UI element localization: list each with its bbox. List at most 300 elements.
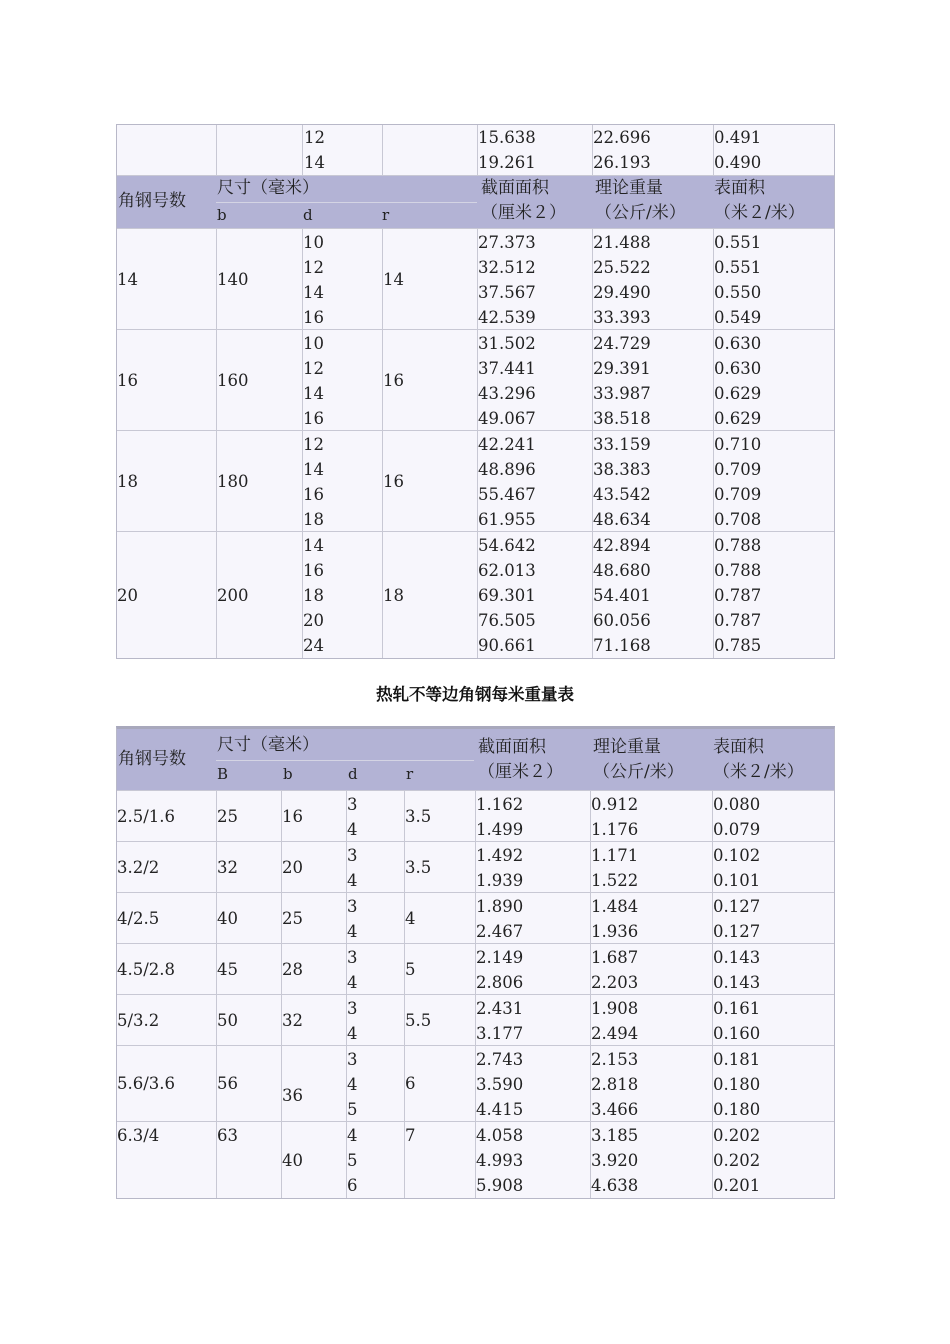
area-value: 5.908 [476,1176,524,1195]
r-cell [404,893,475,943]
area-header: 截面面积 [478,737,546,757]
d-value: 12 [303,359,324,378]
weight-cell [590,995,712,1045]
table-row [117,842,834,893]
area-value: 2.467 [476,922,524,941]
no-cell [117,893,216,943]
size-subheader-divider [216,760,474,761]
surface-value: 0.202 [713,1151,761,1170]
B-value: 63 [217,1126,238,1145]
b-value: 28 [282,959,303,979]
no-value: 5.6/3.6 [117,1074,176,1093]
d-cell [346,1122,404,1198]
weight-value: 2.153 [591,1050,639,1069]
no-value: 3.2/2 [117,857,160,877]
b-cell [281,1046,346,1121]
weight-unit: （公斤/米） [595,203,686,223]
no-cell [117,431,216,531]
b-value: 160 [217,370,249,390]
B-cell [216,842,281,892]
weight-value: 21.488 [593,233,651,252]
weight-value: 24.729 [593,334,651,353]
surface-value: 0.102 [713,846,761,865]
d-cell [346,944,404,994]
d-value: 6 [347,1176,358,1195]
r-value: 5 [405,959,416,979]
no-value: 18 [117,471,138,491]
d-value: 16 [303,561,324,580]
area-cell [477,532,592,658]
B-value: 56 [217,1074,238,1093]
r-cell [404,1122,475,1198]
no-value: 14 [117,269,138,289]
area-unit: （厘米２） [481,203,566,223]
weight-cell [590,1046,712,1121]
surface-value: 0.161 [713,999,761,1018]
d-value: 4 [347,1024,358,1043]
no-cell [117,1046,216,1121]
b-cell [281,791,346,841]
table-row [117,431,834,532]
weight-value: 43.542 [593,485,651,504]
weight-value: 0.912 [591,795,639,814]
area-value: 48.896 [478,460,536,479]
surface-value: 0.549 [714,308,762,327]
d-value: 3 [347,948,358,967]
table-row [117,330,834,431]
surface-value: 0.788 [714,536,762,555]
surface-value: 0.181 [713,1050,761,1069]
d-value: 4 [347,1126,358,1145]
no-cell [117,842,216,892]
d-value: 5 [347,1151,358,1170]
weight-value: 1.484 [591,897,639,916]
weight-header: 理论重量 [595,178,663,198]
weight-cell [592,431,713,531]
equal-angle-table [116,124,835,659]
area-cell [475,1122,590,1198]
area-value: 42.539 [478,308,536,327]
surface-cell [713,532,834,658]
weight-value: 33.987 [593,384,651,403]
weight-header: 理论重量 [593,737,661,757]
surface-value: 0.127 [713,922,761,941]
area-value: 1.890 [476,897,524,916]
area-value: 42.241 [478,435,536,454]
weight-value: 1.936 [591,922,639,941]
d-value: 14 [303,460,324,479]
weight-value: 1.908 [591,999,639,1018]
weight-value: 2.494 [591,1024,639,1043]
area-cell [475,944,590,994]
r-value: 16 [383,471,404,491]
d-value: 10 [303,233,324,252]
weight-value: 48.634 [593,510,651,529]
no-value: 5/3.2 [117,1010,160,1030]
d-value: 4 [347,1075,358,1094]
area-value: 54.642 [478,536,536,555]
table-header [117,176,834,229]
no-cell [117,330,216,430]
col-no-header: 角钢号数 [118,749,186,769]
r-header: r [382,206,390,224]
no-cell [117,1122,216,1198]
r-value: 6 [405,1074,416,1093]
area-value: 31.502 [478,334,536,353]
d-value: 4 [347,973,358,992]
area-value: 69.301 [478,586,536,605]
section-title: 热轧不等边角钢每米重量表 [376,685,574,704]
area-cell [477,330,592,430]
b-value: 20 [282,857,303,877]
weight-value: 4.638 [591,1176,639,1195]
area-value: 55.467 [478,485,536,504]
weight-value: 2.203 [591,973,639,992]
B-cell [216,995,281,1045]
surface-cell [712,1046,834,1121]
r-value: 4 [405,908,416,928]
surface-cell [712,893,834,943]
surface-value: 0.143 [713,948,761,967]
b-value: 36 [282,1086,303,1105]
surface-value: 0.787 [714,586,762,605]
b-value: 140 [217,269,249,289]
weight-value: 3.185 [591,1126,639,1145]
surface-value: 0.127 [713,897,761,916]
weight-value: 60.056 [593,611,651,630]
surface-value: 0.101 [713,871,761,890]
B-header: B [217,765,229,783]
d-cell [346,791,404,841]
d-value: 4 [347,871,358,890]
surface-header: 表面积 [713,737,764,757]
weight-value: 1.687 [591,948,639,967]
weight-value: 71.168 [593,636,651,655]
area-value: 27.373 [478,233,536,252]
d-value: 14 [303,536,324,555]
d-cell [302,431,382,531]
d-value: 14 [303,384,324,403]
surface-cell [713,431,834,531]
d-value: 3 [347,999,358,1018]
weight-value: 48.680 [593,561,651,580]
r-cell [382,229,477,329]
no-cell [117,229,216,329]
area-value: 62.013 [478,561,536,580]
d-cell [302,330,382,430]
d-header: d [303,206,313,224]
area-header: 截面面积 [481,178,549,198]
table-row [117,791,834,842]
d-value: 24 [303,636,324,655]
area-value: 1.939 [476,871,524,890]
table-row [117,893,834,944]
b-cell [216,229,302,329]
d-value: 4 [347,820,358,839]
surface-value: 0.709 [714,485,762,504]
weight-cell [592,125,713,175]
d-cell [302,229,382,329]
B-cell [216,893,281,943]
b-cell [216,532,302,658]
area-value: 1.162 [476,795,524,814]
surface-cell [712,1122,834,1198]
col-no-header: 角钢号数 [118,191,186,211]
area-cell [475,1046,590,1121]
d-value: 20 [303,611,324,630]
d-value: 12 [303,258,324,277]
table-header [117,729,834,791]
d-value: 3 [347,897,358,916]
d-cell [346,995,404,1045]
area-value: 3.177 [476,1024,524,1043]
surface-cell [712,995,834,1045]
weight-cell [590,1122,712,1198]
surface-value: 0.180 [713,1100,761,1119]
d-value: 16 [303,409,324,428]
d-value: 16 [303,485,324,504]
surface-value: 0.629 [714,384,762,403]
no-cell [117,125,216,175]
b-value: 180 [217,471,249,491]
r-value: 14 [383,269,404,289]
surface-unit: （米２/米） [714,203,805,223]
area-cell [475,842,590,892]
area-value: 1.499 [476,820,524,839]
r-value: 7 [405,1126,416,1145]
weight-value: 26.193 [593,153,651,172]
r-value: 3.5 [405,806,432,826]
B-value: 45 [217,959,238,979]
area-value: 3.590 [476,1075,524,1094]
table-row [117,1046,834,1122]
r-value: 16 [383,370,404,390]
d-cell [302,532,382,658]
d-value: 14 [304,153,325,172]
surface-value: 0.629 [714,409,762,428]
r-cell [404,944,475,994]
weight-value: 33.159 [593,435,651,454]
area-value: 2.431 [476,999,524,1018]
weight-value: 1.176 [591,820,639,839]
B-value: 25 [217,806,238,826]
area-cell [475,791,590,841]
d-cell [302,125,382,175]
weight-value: 3.466 [591,1100,639,1119]
area-value: 76.505 [478,611,536,630]
area-cell [477,125,592,175]
d-cell [346,842,404,892]
d-header: d [348,765,358,783]
b-cell [281,995,346,1045]
b-value: 16 [282,806,303,826]
no-cell [117,532,216,658]
b-value: 40 [282,1150,303,1170]
d-value: 18 [303,510,324,529]
area-cell [477,229,592,329]
surface-value: 0.180 [713,1075,761,1094]
area-value: 15.638 [478,128,536,147]
table-row [117,532,834,658]
r-cell [404,842,475,892]
area-value: 19.261 [478,153,536,172]
surface-value: 0.201 [713,1176,761,1195]
weight-value: 1.522 [591,871,639,890]
b-cell [281,893,346,943]
b-value: 25 [282,908,303,928]
surface-cell [712,944,834,994]
surface-value: 0.785 [714,636,762,655]
weight-value: 1.171 [591,846,639,865]
surface-cell [713,125,834,175]
weight-value: 3.920 [591,1151,639,1170]
b-header: b [217,206,227,224]
table-row [117,944,834,995]
no-value: 16 [117,370,138,390]
no-cell [117,944,216,994]
B-value: 32 [217,857,238,877]
weight-unit: （公斤/米） [593,762,684,782]
area-value: 43.296 [478,384,536,403]
B-cell [216,791,281,841]
d-cell [346,893,404,943]
weight-value: 42.894 [593,536,651,555]
unequal-angle-table [116,726,835,1199]
surface-value: 0.787 [714,611,762,630]
B-value: 50 [217,1010,238,1030]
surface-value: 0.788 [714,561,762,580]
surface-value: 0.491 [714,128,762,147]
no-cell [117,791,216,841]
r-cell [404,791,475,841]
weight-value: 33.393 [593,308,651,327]
d-value: 18 [303,586,324,605]
d-value: 3 [347,846,358,865]
weight-value: 25.522 [593,258,651,277]
area-value: 37.567 [478,283,536,302]
no-value: 20 [117,585,138,605]
r-cell [404,995,475,1045]
b-value: 32 [282,1010,303,1030]
surface-value: 0.490 [714,153,762,172]
area-value: 32.512 [478,258,536,277]
r-header: r [406,765,414,783]
d-value: 14 [303,283,324,302]
d-cell [346,1046,404,1121]
b-cell [281,842,346,892]
weight-cell [592,229,713,329]
weight-value: 22.696 [593,128,651,147]
weight-value: 29.391 [593,359,651,378]
surface-value: 0.709 [714,460,762,479]
area-value: 37.441 [478,359,536,378]
table-row [117,995,834,1046]
area-cell [475,995,590,1045]
weight-cell [592,330,713,430]
no-value: 2.5/1.6 [117,806,176,826]
area-value: 4.058 [476,1126,524,1145]
no-value: 6.3/4 [117,1126,160,1145]
b-cell [281,1122,346,1198]
r-value: 18 [383,585,404,605]
surface-value: 0.202 [713,1126,761,1145]
area-value: 2.149 [476,948,524,967]
r-cell [382,125,477,175]
b-cell [216,125,302,175]
surface-value: 0.630 [714,359,762,378]
no-cell [117,995,216,1045]
d-value: 3 [347,795,358,814]
table-row [117,229,834,330]
surface-value: 0.630 [714,334,762,353]
area-value: 2.743 [476,1050,524,1069]
surface-cell [713,330,834,430]
d-value: 12 [303,435,324,454]
B-cell [216,1046,281,1121]
B-value: 40 [217,908,238,928]
surface-value: 0.708 [714,510,762,529]
size-header: 尺寸（毫米） [217,735,319,755]
surface-value: 0.143 [713,973,761,992]
area-cell [477,431,592,531]
surface-value: 0.551 [714,258,762,277]
weight-cell [590,791,712,841]
surface-value: 0.710 [714,435,762,454]
surface-value: 0.079 [713,820,761,839]
d-value: 16 [303,308,324,327]
d-value: 12 [304,128,325,147]
size-subheader-divider [216,202,477,203]
surface-value: 0.551 [714,233,762,252]
r-cell [382,431,477,531]
area-unit: （厘米２） [478,762,563,782]
weight-value: 54.401 [593,586,651,605]
weight-value: 2.818 [591,1075,639,1094]
area-cell [475,893,590,943]
weight-cell [592,532,713,658]
r-cell [382,532,477,658]
surface-cell [712,842,834,892]
b-cell [281,944,346,994]
weight-value: 38.383 [593,460,651,479]
r-cell [382,330,477,430]
weight-cell [590,944,712,994]
area-value: 49.067 [478,409,536,428]
b-cell [216,431,302,531]
surface-value: 0.550 [714,283,762,302]
no-value: 4/2.5 [117,908,160,928]
d-value: 10 [303,334,324,353]
table-row [117,125,834,176]
surface-unit: （米２/米） [713,762,804,782]
surface-header: 表面积 [714,178,765,198]
surface-value: 0.080 [713,795,761,814]
weight-cell [590,893,712,943]
r-value: 5.5 [405,1010,432,1030]
r-cell [404,1046,475,1121]
area-value: 4.993 [476,1151,524,1170]
area-value: 4.415 [476,1100,524,1119]
b-cell [216,330,302,430]
b-value: 200 [217,585,249,605]
area-value: 90.661 [478,636,536,655]
no-value: 4.5/2.8 [117,959,176,979]
area-value: 2.806 [476,973,524,992]
B-cell [216,1122,281,1198]
d-value: 4 [347,922,358,941]
weight-value: 29.490 [593,283,651,302]
surface-cell [713,229,834,329]
